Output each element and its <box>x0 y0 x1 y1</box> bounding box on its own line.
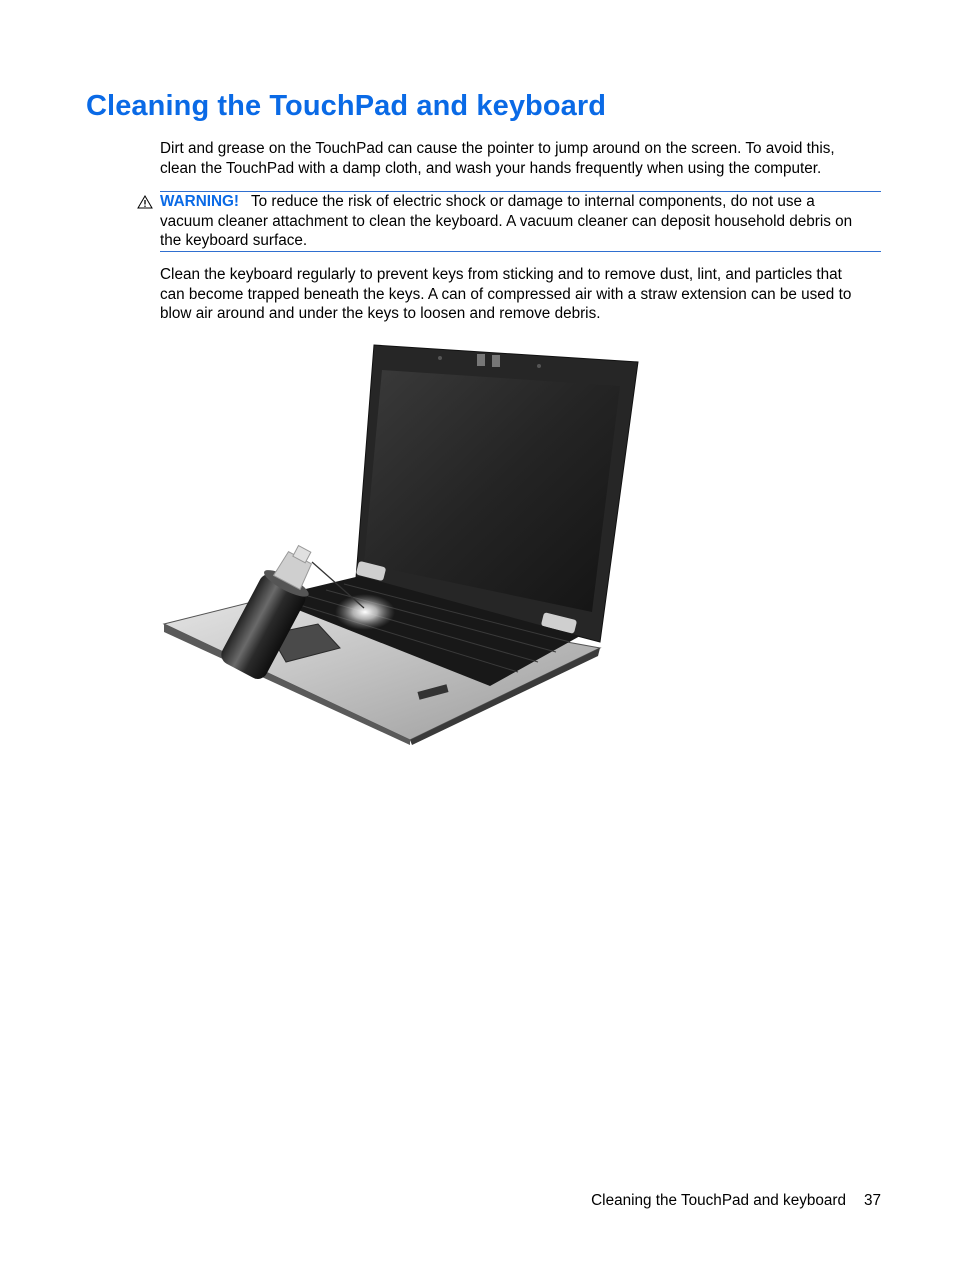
warning-line <box>160 192 886 212</box>
paragraph-line: blow air around and under the keys to loosen and remove debris. <box>160 305 601 322</box>
warning-line: the keyboard surface. <box>160 232 308 249</box>
paragraph-line: clean the TouchPad with a damp cloth, and wash your hands frequently when using the computer. <box>160 159 822 177</box>
paragraph-line: Clean the keyboard regularly to prevent keys from sticking and to remove dust, lint, and particles that <box>160 266 842 283</box>
page-footer <box>560 1192 881 1210</box>
laptop-compressed-air-illustration <box>160 340 640 745</box>
warning-triangle-icon <box>137 195 153 209</box>
running-title: Cleaning the TouchPad and keyboard <box>591 1192 846 1209</box>
touchpad-cleaning-paragraph <box>160 139 886 178</box>
keyboard-cleaning-paragraph <box>160 265 886 324</box>
page-title: Cleaning the TouchPad and keyboard <box>86 90 607 122</box>
paragraph-line: can become trapped beneath the keys. A can of compressed air with a straw extension can be used to <box>160 285 852 303</box>
warning-line: vacuum cleaner attachment to clean the keyboard. A vacuum cleaner can deposit household debris on <box>160 212 853 230</box>
paragraph-line: Dirt and grease on the TouchPad can cause the pointer to jump around on the screen. To avoid this, <box>160 140 835 157</box>
warning-box <box>160 191 881 252</box>
warning-text: To reduce the risk of electric shock or damage to internal components, do not use a <box>251 193 815 210</box>
page-number: 37 <box>863 1192 881 1209</box>
warning-label: WARNING! <box>160 193 240 210</box>
